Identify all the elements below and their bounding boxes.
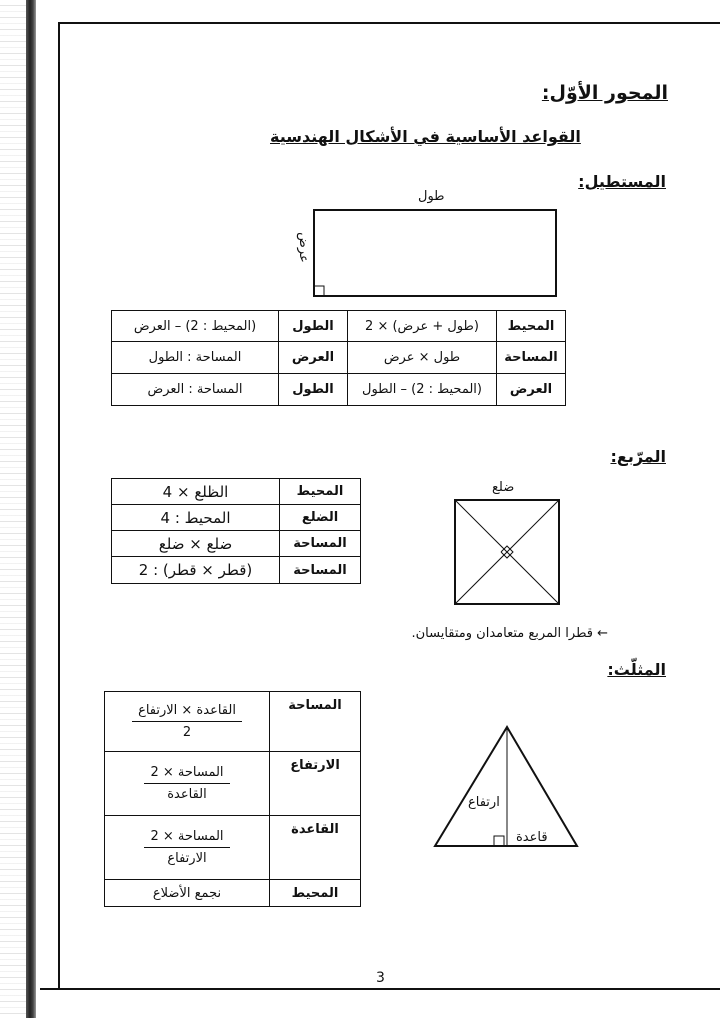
fraction [144,829,229,866]
table-header-cell: المساحة [497,342,566,374]
table-header-cell: الضلع [280,505,361,531]
rectangle-length-label: طول [418,189,445,204]
table-header-cell: الطول [279,311,348,342]
table-row [112,557,361,584]
fraction-numerator: المساحة × 2 [144,829,229,848]
table-cell: طول × عرض [348,342,497,374]
table-header-cell: المساحة [270,692,361,752]
fraction [132,703,242,740]
table-cell: المساحة : العرض [112,374,279,406]
triangle-formula-table [104,691,361,907]
table-cell: (المحيط : 2) – العرض [112,311,279,342]
table-cell: (طول + عرض) × 2 [348,311,497,342]
table-row [112,531,361,557]
table-header-cell: الارتفاع [270,752,361,816]
page-frame-top [58,22,720,24]
table-row [105,692,361,752]
axis-title: المحور الأوّل: [541,82,668,104]
table-header-cell: الطول [279,374,348,406]
table-cell: نجمع الأضلاع [105,880,270,907]
rectangle-figure [312,208,560,300]
rectangle-width-label: عرض [295,232,311,263]
triangle-base-label: قاعدة [516,830,548,845]
table-header-cell: المحيط [270,880,361,907]
table-row [105,752,361,816]
page-frame-left [58,22,60,990]
square-side-label: ضلع [492,480,515,495]
table-cell [105,752,270,816]
square-heading: المرّبع: [610,447,666,466]
right-angle-mark [494,836,504,846]
fraction-denominator: 2 [182,725,192,740]
fraction-numerator: القاعدة × الارتفاع [132,703,242,722]
table-row [112,479,361,505]
fraction-denominator: الارتفاع [167,851,207,866]
table-cell [105,692,270,752]
page-frame-bottom [40,988,720,990]
fraction-numerator: المساحة × 2 [144,765,229,784]
scan-edge-noise [0,0,26,1018]
rectangle-formula-table [111,310,566,406]
table-row [105,880,361,907]
table-cell: الظلع × 4 [112,479,280,505]
table-header-cell: المحيط [497,311,566,342]
table-header-cell: العرض [497,374,566,406]
square-diagonals-note: ← قطرا المربع متعامدان ومتقايسان. [411,626,608,641]
fraction [144,765,229,802]
table-cell: المحيط : 4 [112,505,280,531]
table-header-cell: المحيط [280,479,361,505]
table-row [112,374,566,406]
triangle-figure [432,724,580,850]
page-number: 3 [376,970,385,986]
square-formula-table [111,478,361,584]
square-figure [453,498,563,608]
table-header-cell: القاعدة [270,816,361,880]
right-angle-mark [314,286,324,296]
table-header-cell: المساحة [280,557,361,584]
table-row [112,342,566,374]
table-header-cell: العرض [279,342,348,374]
fraction-denominator: القاعدة [167,787,207,802]
table-cell: ضلع × ضلع [112,531,280,557]
table-header-cell: المساحة [280,531,361,557]
scan-binding-edge [26,0,36,1018]
rectangle-heading: المستطيل: [578,172,666,191]
triangle-shape [435,727,577,846]
table-cell: المساحة : الطول [112,342,279,374]
triangle-heading: المثلّث: [607,660,666,679]
table-cell: (قطر × قطر) : 2 [112,557,280,584]
table-cell [105,816,270,880]
table-cell: (المحيط : 2) – الطول [348,374,497,406]
table-row [112,311,566,342]
table-row [105,816,361,880]
triangle-height-label: ارتفاع [468,795,500,810]
table-row [112,505,361,531]
rectangle-shape [314,210,556,296]
main-title: القواعد الأساسية في الأشكال الهندسية [270,127,581,146]
